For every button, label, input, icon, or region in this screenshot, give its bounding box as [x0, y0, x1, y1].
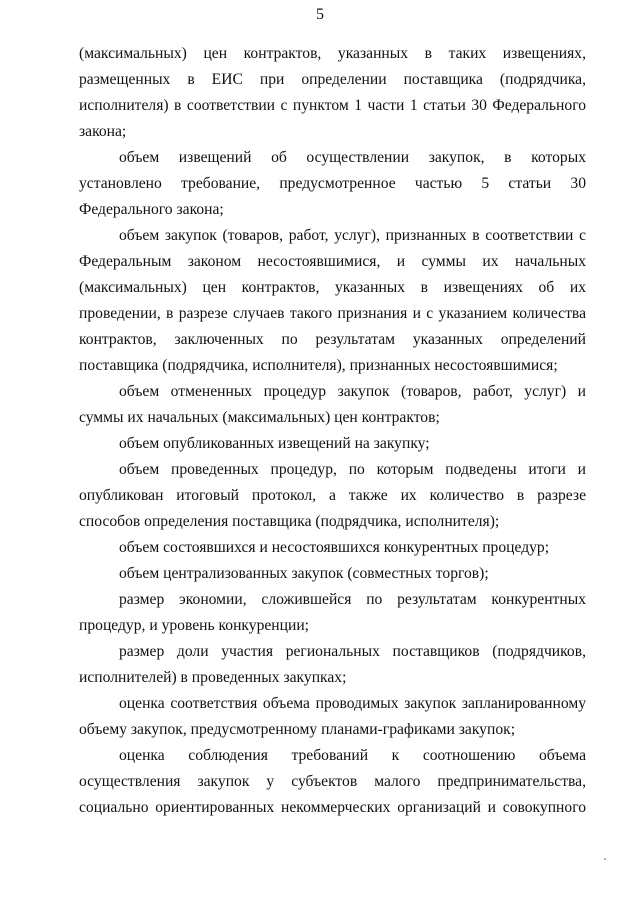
text-line: объем отмененных процедур закупок (товаров, работ, услуг) и — [119, 383, 586, 400]
text-line: объему закупок, предусмотренному планами-графиками закупок; — [79, 721, 516, 738]
text-line: объем централизованных закупок (совместных торгов); — [119, 565, 489, 582]
text-line: осуществления закупок у субъектов малого предпринимательства, — [79, 773, 586, 790]
scan-speck — [604, 858, 606, 860]
text-line: Федеральным законом несостоявшимися, и суммы их начальных — [79, 253, 586, 270]
text-line: контрактов, заключенных по результатам указанных определений — [79, 331, 586, 348]
text-line: Федерального закона; — [79, 201, 224, 218]
text-line: закона; — [79, 123, 127, 140]
text-line: исполнителя) в соответствии с пунктом 1 части 1 статьи 30 Федерального — [79, 97, 586, 114]
text-line: опубликован итоговый протокол, а также их количество в разрезе — [79, 487, 586, 504]
text-line: объем извещений об осуществлении закупок, в которых — [119, 149, 586, 166]
text-line: объем закупок (товаров, работ, услуг), признанных в соответствии с — [119, 227, 586, 244]
text-line: установлено требование, предусмотренное частью 5 статьи 30 — [79, 175, 586, 192]
text-line: оценка соблюдения требований к соотношению объема — [119, 747, 586, 764]
text-line: оценка соответствия объема проводимых закупок запланированному — [119, 695, 586, 712]
text-line: способов определения поставщика (подрядчика, исполнителя); — [79, 513, 500, 530]
text-line: размер доли участия региональных поставщиков (подрядчиков, — [119, 643, 586, 660]
text-line: поставщика (подрядчика, исполнителя), признанных несостоявшимися; — [79, 357, 558, 374]
text-line: суммы их начальных (максимальных) цен контрактов; — [79, 409, 440, 426]
text-line: размещенных в ЕИС при определении поставщика (подрядчика, — [79, 71, 586, 88]
text-line: размер экономии, сложившейся по результатам конкурентных — [119, 591, 586, 608]
text-line: (максимальных) цен контрактов, указанных в извещениях об их — [79, 279, 586, 296]
text-line: процедур, и уровень конкуренции; — [79, 617, 310, 634]
text-line: исполнителей) в проведенных закупках; — [79, 669, 347, 686]
text-line: объем опубликованных извещений на закупку; — [119, 435, 430, 452]
document-body — [79, 41, 586, 821]
text-line: социально ориентированных некоммерческих организаций и совокупного — [79, 799, 586, 816]
text-line: (максимальных) цен контрактов, указанных в таких извещениях, — [79, 45, 586, 62]
text-line: проведении, в разрезе случаев такого признания и с указанием количества — [79, 305, 586, 322]
text-line: объем состоявшихся и несостоявшихся конкурентных процедур; — [119, 539, 550, 556]
text-line: объем проведенных процедур, по которым подведены итоги и — [119, 461, 586, 478]
page-number: 5 — [316, 6, 324, 23]
